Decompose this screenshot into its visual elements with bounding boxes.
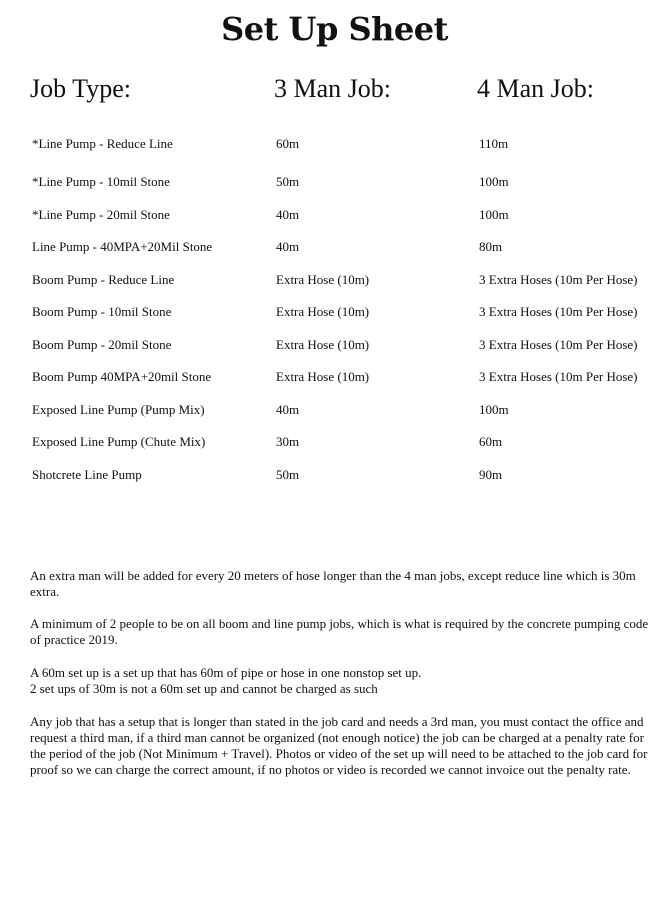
table-row [0,402,669,422]
job-type-cell: Boom Pump 40MPA+20mil Stone [32,369,212,384]
job-type-cell: Line Pump - 40MPA+20Mil Stone [32,239,213,254]
three-man-cell: 30m [276,434,300,449]
four-man-cell: 100m [479,174,509,189]
note-60m-setup [30,665,655,697]
job-type-cell: *Line Pump - Reduce Line [32,136,173,151]
job-type-cell: *Line Pump - 20mil Stone [32,207,170,222]
table-row [0,239,669,259]
job-type-cell: Boom Pump - Reduce Line [32,272,175,287]
table-row [0,272,669,292]
note-text: Any job that has a setup that is longer than stated in the job card and needs a 3rd man, you must contact the office and request a third man, if a third man cannot be organized (not enough notice) the job can be charged at a penalty rate for the period of the job (Not Minimum + Travel). Photos or video of the set up will need to be attached to the job card for proof so we can charge the correct amount, if no photos or video is recorded we cannot invoice out the penalty rate. [30,714,648,777]
three-man-cell: Extra Hose (10m) [276,304,370,319]
job-type-cell: Boom Pump - 20mil Stone [32,337,172,352]
note-text: An extra man will be added for every 20 meters of hose longer than the 4 man jobs, except reduce line which is 30m extra. [30,568,636,599]
header-job-type: Job Type: [30,74,131,103]
table-row [0,136,669,156]
four-man-cell: 80m [479,239,503,254]
three-man-cell: 40m [276,207,300,222]
four-man-cell: 3 Extra Hoses (10m Per Hose) [479,304,638,319]
three-man-cell: 50m [276,467,300,482]
job-type-cell: Exposed Line Pump (Pump Mix) [32,402,205,417]
page-title: Set Up Sheet [221,10,448,48]
four-man-cell: 90m [479,467,503,482]
job-type-cell: Boom Pump - 10mil Stone [32,304,172,319]
table-row [0,207,669,227]
three-man-cell: 50m [276,174,300,189]
job-type-cell: *Line Pump - 10mil Stone [32,174,170,189]
header-4-man-job: 4 Man Job: [477,74,594,103]
four-man-cell: 60m [479,434,503,449]
note-text: A 60m set up is a set up that has 60m of pipe or hose in one nonstop set up. [30,665,422,680]
job-type-cell: Shotcrete Line Pump [32,467,142,482]
three-man-cell: 40m [276,239,300,254]
three-man-cell: Extra Hose (10m) [276,337,370,352]
four-man-cell: 100m [479,402,509,417]
table-row [0,369,669,389]
table-row [0,174,669,194]
three-man-cell: Extra Hose (10m) [276,272,370,287]
header-3-man-job: 3 Man Job: [274,74,391,103]
note-text: A minimum of 2 people to be on all boom and line pump jobs, which is what is required by the concrete pumping code of practice 2019. [30,616,649,647]
table-row [0,434,669,454]
note-text: 2 set ups of 30m is not a 60m set up and cannot be charged as such [30,681,378,696]
note-extra-man [30,568,655,600]
note-minimum-people [30,616,655,648]
table-row [0,337,669,357]
three-man-cell: 40m [276,402,300,417]
four-man-cell: 3 Extra Hoses (10m Per Hose) [479,272,638,287]
three-man-cell: 60m [276,136,300,151]
table-row [0,467,669,487]
four-man-cell: 3 Extra Hoses (10m Per Hose) [479,369,638,384]
four-man-cell: 100m [479,207,509,222]
four-man-cell: 3 Extra Hoses (10m Per Hose) [479,337,638,352]
job-type-cell: Exposed Line Pump (Chute Mix) [32,434,206,449]
four-man-cell: 110m [479,136,509,151]
note-third-man [30,714,655,778]
three-man-cell: Extra Hose (10m) [276,369,370,384]
table-row [0,304,669,324]
